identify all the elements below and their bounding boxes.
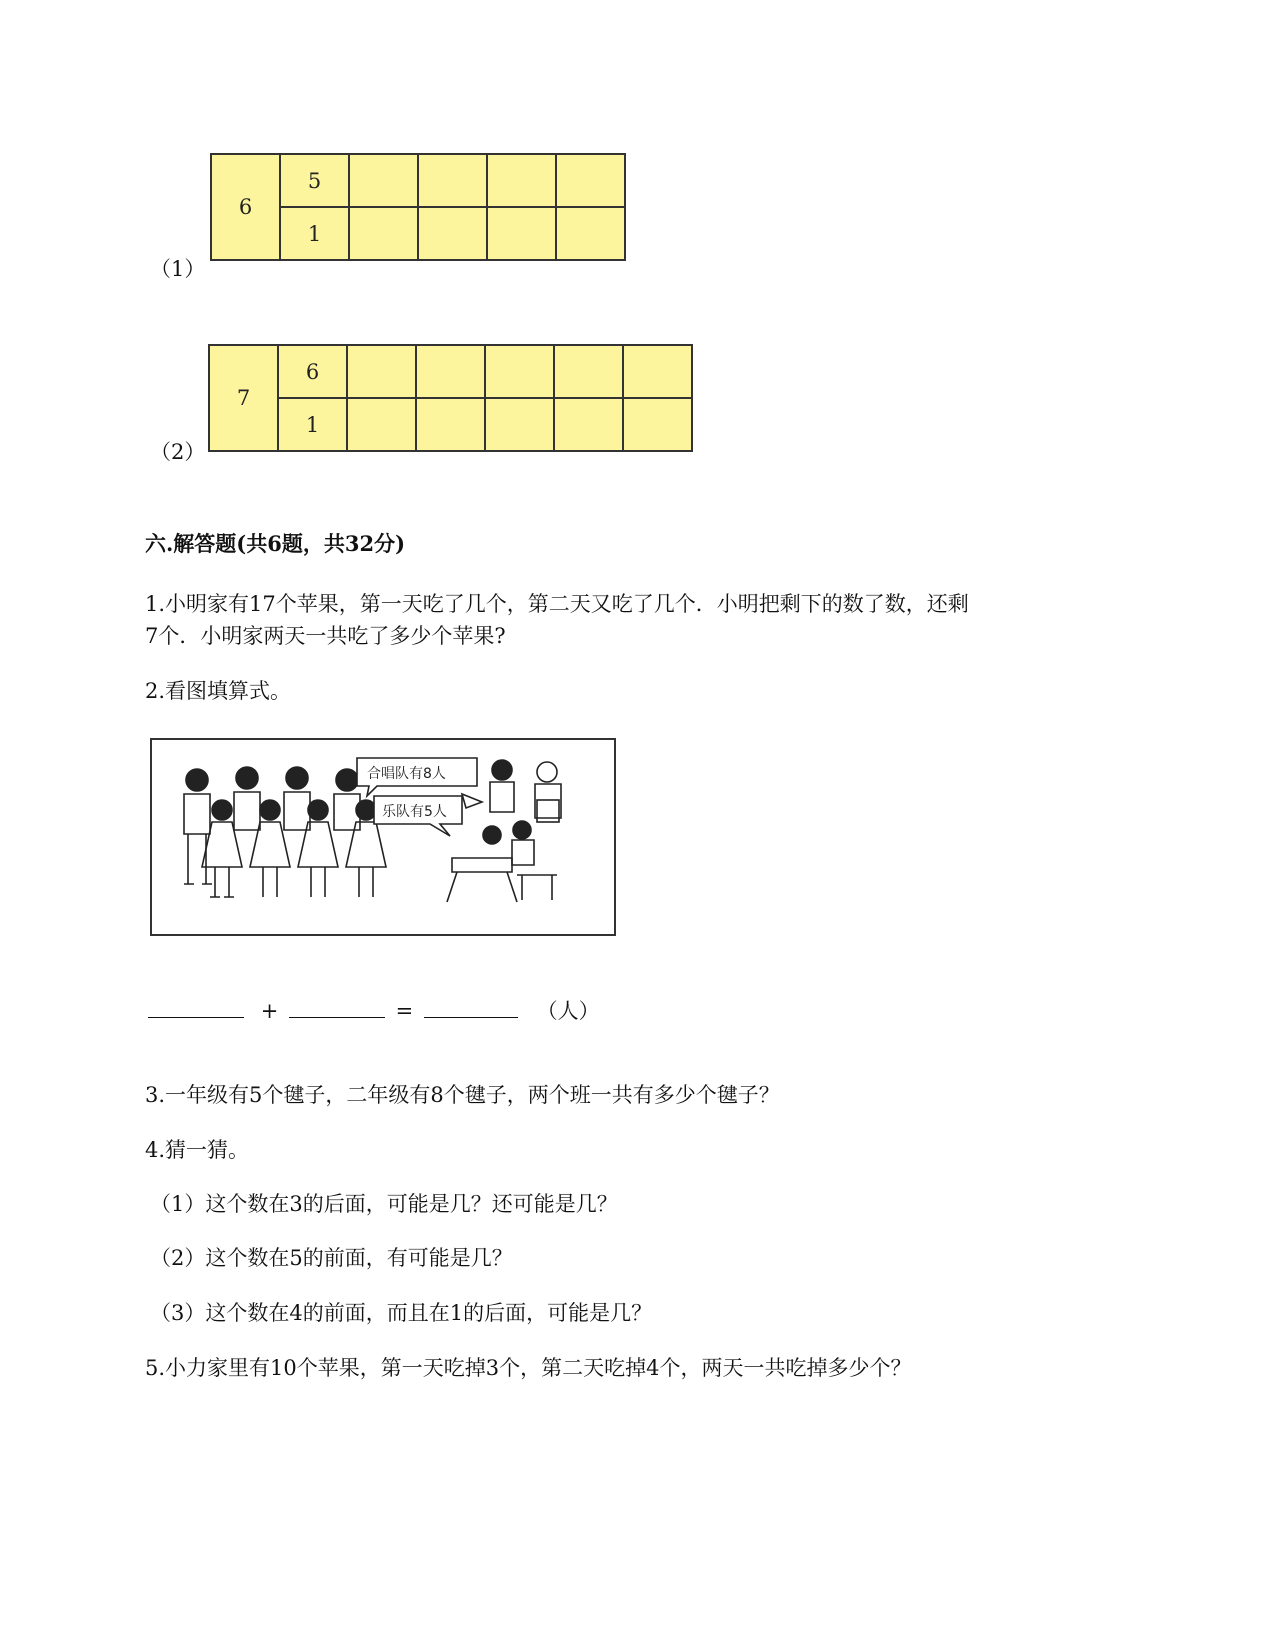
equals-sign: = [395, 999, 414, 1023]
question-2-equation [148, 995, 600, 1027]
grid2-bottom-cell[interactable]: 1 [278, 398, 347, 451]
question-1-line-1: 1.小明家有17个苹果，第一天吃了几个，第二天又吃了几个．小明把剩下的数了数，还剩 [145, 592, 969, 616]
question-4-part-1: （1）这个数在3的后面，可能是几？还可能是几？ [150, 1192, 618, 1216]
answer-blank-3[interactable] [424, 995, 518, 1018]
grid1-bottom-cell[interactable] [487, 207, 556, 260]
grid2-top-cell[interactable] [416, 345, 485, 398]
grid2-bottom-cell[interactable] [416, 398, 485, 451]
grid1-top-cell[interactable]: 5 [280, 154, 349, 207]
grid2-top-cell[interactable]: 6 [278, 345, 347, 398]
question-5: 5.小力家里有10个苹果，第一天吃掉3个，第二天吃掉4个，两天一共吃掉多少个？ [145, 1356, 912, 1380]
grid1-bottom-cell[interactable] [418, 207, 487, 260]
question-4: 4.猜一猜。 [145, 1138, 250, 1162]
answer-blank-1[interactable] [148, 995, 244, 1018]
decomposition-grid-2 [208, 344, 693, 452]
question-1-line-2: 7个．小明家两天一共吃了多少个苹果? [145, 624, 506, 648]
grid1-total: 6 [211, 154, 280, 260]
grid2-bottom-cell[interactable] [623, 398, 692, 451]
grid1-top-cell[interactable] [418, 154, 487, 207]
grid2-bottom-cell[interactable] [347, 398, 416, 451]
grid2-top-cell[interactable] [554, 345, 623, 398]
question-4-part-2: （2）这个数在5的前面，有可能是几？ [150, 1246, 513, 1270]
grid1-bottom-cell[interactable] [556, 207, 625, 260]
grid2-top-cell[interactable] [347, 345, 416, 398]
grid2-total: 7 [209, 345, 278, 451]
decomposition-grid-1 [210, 153, 626, 261]
grid1-top-cell[interactable] [349, 154, 418, 207]
grid2-label: （2） [150, 440, 206, 464]
grid1-top-cell[interactable] [556, 154, 625, 207]
grid1-bottom-cell[interactable]: 1 [280, 207, 349, 260]
bubble-2-text: 乐队有5人 [382, 804, 447, 820]
question-4-part-3: （3）这个数在4的前面，而且在1的后面，可能是几？ [150, 1301, 653, 1325]
choir-front-row [202, 800, 386, 897]
grid1-label: （1） [150, 257, 206, 281]
speech-bubble-1 [357, 758, 477, 796]
grid1-bottom-cell[interactable] [349, 207, 418, 260]
grid2-top-cell[interactable] [623, 345, 692, 398]
grid1-top-cell[interactable] [487, 154, 556, 207]
unit-label: （人） [536, 999, 600, 1023]
section-heading: 六.解答题(共6题，共32分) [145, 531, 406, 556]
bubble-1-text: 合唱队有8人 [367, 766, 446, 782]
question-2: 2.看图填算式。 [145, 679, 292, 703]
speech-bubble-2 [374, 796, 462, 836]
plus-sign: + [260, 999, 279, 1023]
grid2-top-cell[interactable] [485, 345, 554, 398]
grid2-bottom-cell[interactable] [554, 398, 623, 451]
grid2-bottom-cell[interactable] [485, 398, 554, 451]
question-3: 3.一年级有5个毽子，二年级有8个毽子，两个班一共有多少个毽子？ [145, 1083, 780, 1107]
answer-blank-2[interactable] [289, 995, 385, 1018]
choir-band-illustration [152, 740, 614, 934]
choir-band-picture [150, 738, 616, 936]
